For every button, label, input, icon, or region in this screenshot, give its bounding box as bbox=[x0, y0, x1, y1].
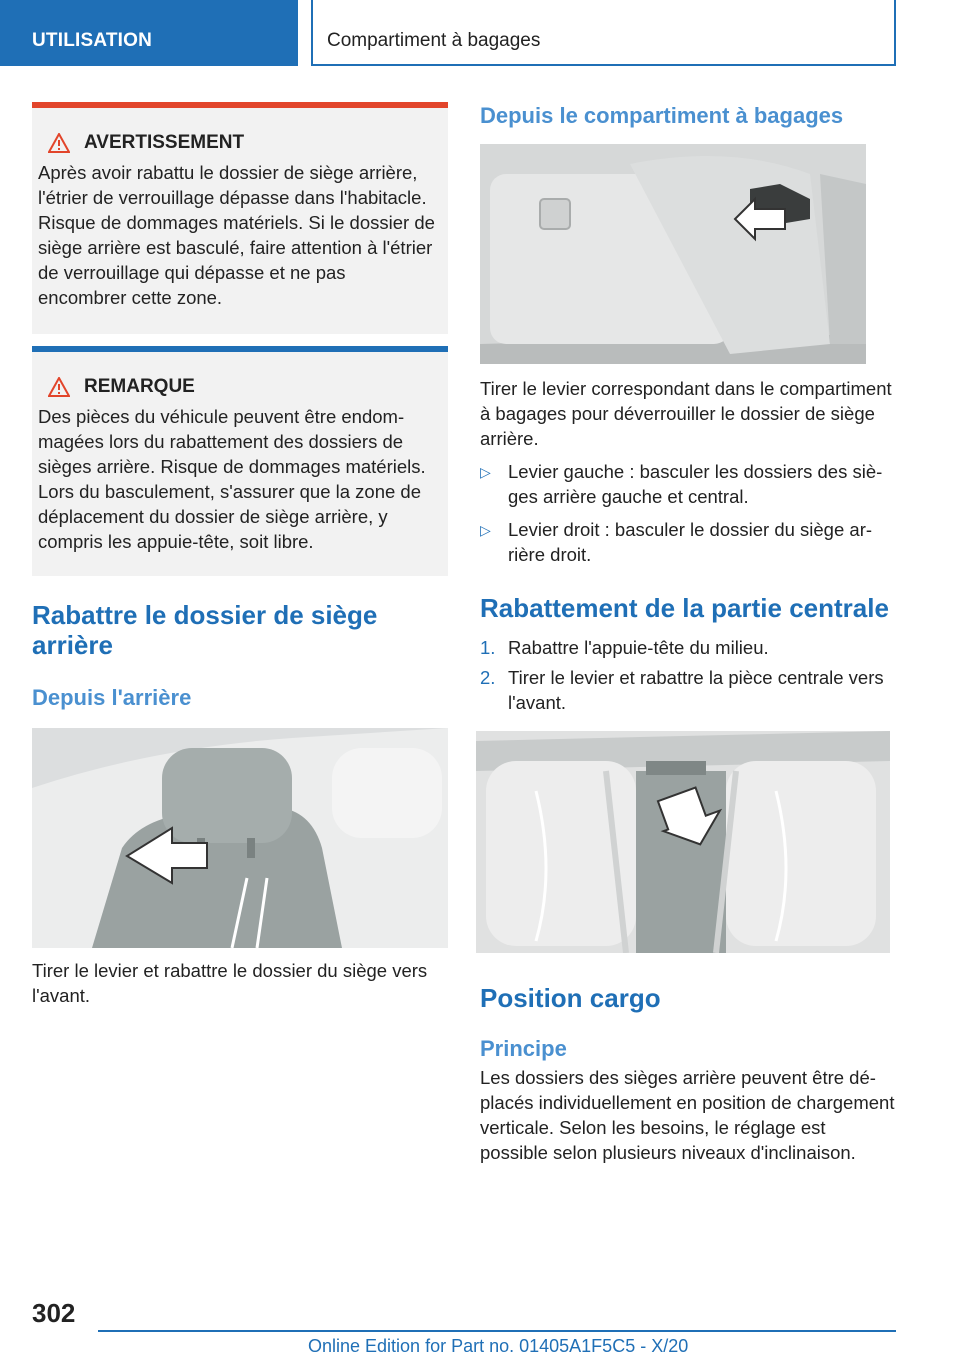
heading-fold-backrest: Rabattre le dossier de siège arrière bbox=[32, 600, 378, 660]
triangle-bullet-icon: ▷ bbox=[480, 522, 491, 538]
triangle-bullet-icon: ▷ bbox=[480, 464, 491, 480]
subheading-principle: Principe bbox=[480, 1036, 567, 1061]
chapter-tab bbox=[311, 0, 896, 66]
figure-rear-seat-headrest-drawing bbox=[32, 728, 448, 948]
warning-text: Après avoir rabattu le dossier de siège arrière, l'étrier de verrouillage dépasse dans l'habitacle. Risque de dommages matériels. Si le dossier de siège arrière est basculé, faire attention à l'étrier de verrouillage qui dépasse et ne pas encombrer cette zone. bbox=[38, 162, 435, 308]
step-number: 1. bbox=[480, 637, 496, 658]
step-text: Tirer le levier et rabattre la pièce centrale vers l'avant. bbox=[508, 667, 884, 713]
note-triangle-icon bbox=[48, 377, 70, 397]
list-item: ▷ Levier droit : basculer le dossier du siège arrière droit. bbox=[480, 519, 873, 565]
subheading-from-trunk: Depuis le compartiment à bagages bbox=[480, 103, 844, 128]
figure-center-seat bbox=[476, 731, 890, 953]
list-item bbox=[480, 665, 896, 715]
caption-from-rear: Tirer le levier et rabattre le dossier du siège vers l'avant. bbox=[32, 960, 428, 1006]
subheading-from-rear: Depuis l'arrière bbox=[32, 685, 192, 710]
warning-box bbox=[32, 102, 448, 334]
section-title: UTILISATION bbox=[32, 30, 153, 51]
heading-center-section: Rabattement de la partie centrale bbox=[480, 593, 889, 623]
trunk-intro: Tirer le levier correspondant dans le compartiment à bagages pour déverrouiller le dossier de siège arrière. bbox=[480, 378, 892, 449]
warning-title: AVERTISSEMENT bbox=[84, 132, 245, 153]
right-column bbox=[480, 102, 896, 1165]
figure-trunk-lever-drawing bbox=[480, 144, 866, 364]
step-text: Rabattre l'appuie-tête du milieu. bbox=[508, 637, 769, 658]
steps-list bbox=[480, 635, 896, 715]
note-title: REMARQUE bbox=[84, 376, 195, 397]
figure-rear-seat-headrest bbox=[32, 728, 448, 948]
list-item bbox=[480, 635, 896, 660]
figure-center-seat-drawing bbox=[476, 731, 890, 953]
step-number: 2. bbox=[480, 667, 496, 688]
heading-cargo-position: Position cargo bbox=[480, 983, 661, 1013]
footer-edition: Online Edition for Part no. 01405A1F5C5 - X/20 bbox=[308, 1336, 689, 1356]
list-item: ▷ Levier gauche : basculer les dossiers des sièges arrière gauche et central. bbox=[480, 461, 883, 507]
left-column bbox=[32, 102, 448, 1008]
figure-trunk-lever bbox=[480, 144, 866, 364]
note-text: Des pièces du véhicule peuvent être endommagées lors du rabattement des dossiers de sièges arrière. Risque de dommages matériels. Lors du basculement, s'assurer que la zone de déplacement du dossier de siège arrière, y compris les appuie-tête, soit libre. bbox=[38, 406, 426, 552]
cargo-text: Les dossiers des sièges arrière peuvent être déplacés individuellement en position de chargement verticale. Selon les besoins, le réglage est possible selon plusieurs niveaux d'inclinaison. bbox=[480, 1067, 895, 1163]
note-box bbox=[32, 346, 448, 576]
chapter-title: Compartiment à bagages bbox=[327, 30, 541, 51]
lever-list bbox=[480, 459, 896, 567]
warning-triangle-icon bbox=[48, 133, 70, 153]
page-number: 302 bbox=[32, 1298, 76, 1328]
footer-divider bbox=[98, 1330, 896, 1332]
section-tab bbox=[0, 0, 298, 66]
